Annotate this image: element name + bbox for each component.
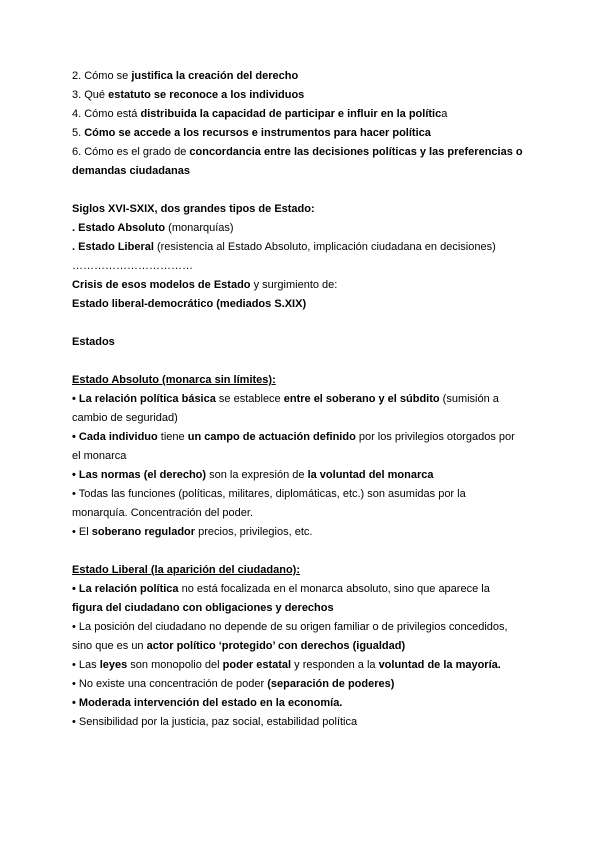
list-item-2 [72,67,540,86]
absoluto-item-4-cont: monarquía. Concentración del poder. [72,507,254,519]
bold-text: actor político ‘protegido’ con derechos (igualdad) [146,640,406,652]
siglos-absoluto [72,219,540,238]
bold-text: leyes [99,659,128,671]
bold-text: Siglos XVI-SXIX, dos grandes tipos de Estado: [72,203,315,215]
bold-text: . Estado Liberal [72,241,154,253]
liberal-item-2-cont [72,637,540,656]
liberal-item-1-cont [72,599,540,618]
bold-text: poder estatal [222,659,292,671]
bold-text: Estado liberal-democrático (mediados S.XIX) [72,298,307,310]
list-item-3 [72,86,540,105]
siglos-heading [72,200,540,219]
absoluto-item-2 [72,428,540,447]
text: 2. Cómo se [72,70,132,82]
text: (monarquías) [165,222,234,234]
spacer [72,314,540,333]
bold-text: la voluntad del monarca [307,469,434,481]
spacer [72,352,540,371]
text: no está focalizada en el monarca absoluto, sino que aparece la [178,583,490,595]
bold-text: concordancia entre las decisiones políticas y las preferencias o [189,146,523,158]
liberal-item-6: • Sensibilidad por la justicia, paz social, estabilidad política [72,716,358,728]
bold-text: justifica la creación del derecho [131,70,299,82]
siglos-liberal [72,238,540,257]
text: son la expresión de [206,469,308,481]
bold-text: Estados [72,336,115,348]
liberal-item-3 [72,656,540,675]
absoluto-item-1 [72,390,540,409]
text: 6. Cómo es el grado de [72,146,190,158]
bold-text: un campo de actuación definido [187,431,356,443]
bold-text: • Las normas (el derecho) [72,469,207,481]
bold-text: (separación de poderes) [267,678,395,690]
liberal-item-1 [72,580,540,599]
text: • Las [72,659,100,671]
text: (resistencia al Estado Absoluto, implicación ciudadana en decisiones) [153,241,496,253]
text: 5. [72,127,85,139]
absoluto-title [72,371,540,390]
bold-text: distribuida la capacidad de participar e influir en la polític [140,108,442,120]
bold-text: estatuto se reconoce a los individuos [108,89,305,101]
list-item-5 [72,124,540,143]
spacer [72,181,540,200]
spacer [72,542,540,561]
bold-text: • Cada individuo [72,431,158,443]
absoluto-item-1-cont: cambio de seguridad) [72,412,178,424]
section-title: Estado Liberal (la aparición del ciudadano): [72,564,300,576]
list-item-6 [72,143,540,162]
text: por los privilegios otorgados por [355,431,515,443]
section-title: Estado Absoluto (monarca sin límites): [72,374,276,386]
text: a [441,108,448,120]
bold-text: entre el soberano y el súbdito [283,393,440,405]
text: son monopolio del [127,659,223,671]
text: se establece [215,393,284,405]
list-item-6-cont [72,162,540,181]
text: y responden a la [291,659,379,671]
absoluto-item-3 [72,466,540,485]
absoluto-item-2-cont: el monarca [72,450,127,462]
text: (sumisión a [439,393,499,405]
bold-text: voluntad de la mayoría. [378,659,501,671]
text: sino que es un [72,640,147,652]
bold-text: Crisis de esos modelos de Estado [72,279,251,291]
text: 4. Cómo está [72,108,141,120]
list-item-4 [72,105,540,124]
text: y surgimiento de: [250,279,338,291]
text: 3. Qué [72,89,109,101]
liberal-item-5 [72,694,540,713]
bold-text: soberano regulador [91,526,196,538]
text: precios, privilegios, etc. [195,526,313,538]
crisis-line [72,276,540,295]
bold-text: demandas ciudadanas [72,165,190,177]
estados-title [72,333,540,352]
bold-text: • Moderada intervención del estado en la economía. [72,697,343,709]
bold-text: Cómo se accede a los recursos e instrumentos para hacer política [84,127,431,139]
absoluto-item-5 [72,523,540,542]
text: • El [72,526,92,538]
text: tiene [157,431,188,443]
liberal-item-2: • La posición del ciudadano no depende de su origen familiar o de privilegios concedidos, [72,621,508,633]
dotted-separator: …………………………… [72,260,193,272]
bold-text: . Estado Absoluto [72,222,166,234]
liberal-democratico-line [72,295,540,314]
bold-text: figura del ciudadano con obligaciones y derechos [72,602,334,614]
bold-text: • La relación política [72,583,179,595]
text: • No existe una concentración de poder [72,678,268,690]
absoluto-item-4: • Todas las funciones (políticas, militares, diplomáticas, etc.) son asumidas por la [72,488,466,500]
liberal-title [72,561,540,580]
bold-text: • La relación política básica [72,393,216,405]
liberal-item-4 [72,675,540,694]
